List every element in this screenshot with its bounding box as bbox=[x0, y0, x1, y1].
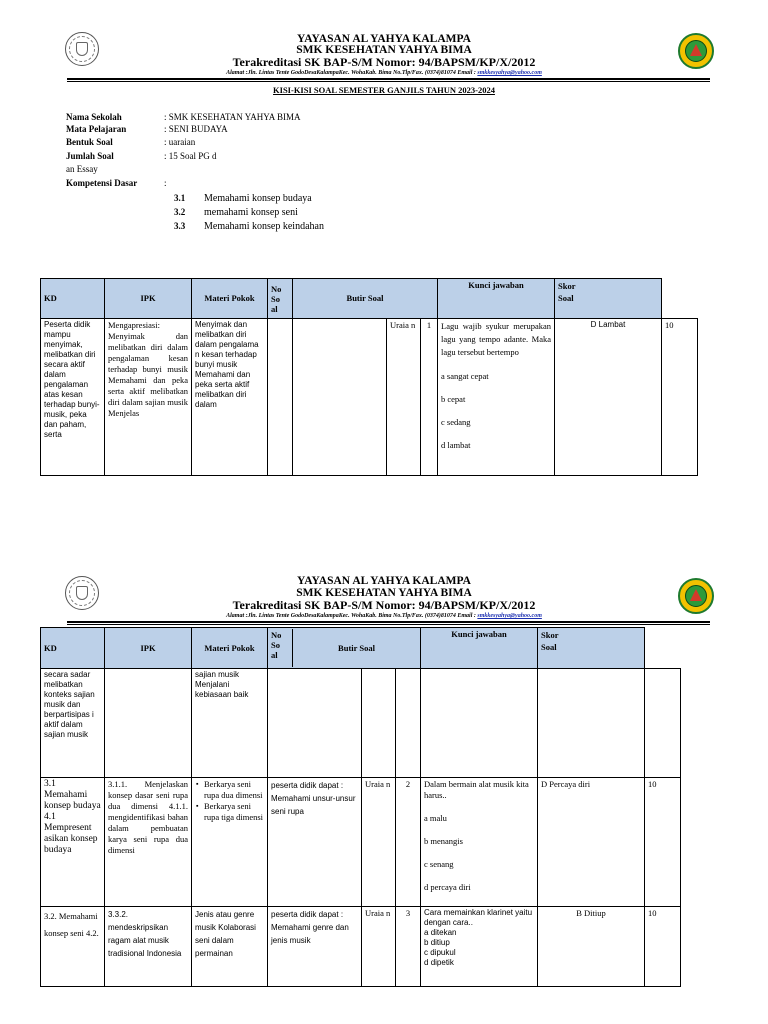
kd-cell: Peserta didik mampu menyimak, melibatkan diri secara aktif dalam pengalaman atas kesan terhadap bunyi-musik, peka dan paham, serta bbox=[41, 319, 105, 476]
col-kd: KD bbox=[41, 628, 105, 669]
empty-cell bbox=[293, 319, 387, 476]
materi-cell: Menyimak dan melibatkan diri dalam pengalama n kesan terhadap bunyi musik Memahami dan peka serta aktif melibatkan diri dalam bbox=[192, 319, 268, 476]
foundation-name: YAYASAN AL YAHYA KALAMPA bbox=[297, 33, 471, 45]
info-row: an Essay bbox=[66, 164, 98, 174]
answer-cell: B Ditiup bbox=[538, 907, 645, 987]
kd-cell: 3.1 Memahami konsep budaya 4.1 Mempresent asikan konsep budaya bbox=[41, 778, 105, 907]
kisi-table-page2 bbox=[40, 627, 681, 987]
kd-list-item: 3.3 Memahami konsep keindahan bbox=[174, 221, 324, 232]
score-cell: 10 bbox=[645, 907, 681, 987]
col-ipk: IPK bbox=[105, 279, 192, 319]
question-text: Dalam bermain alat musik kita harus.. bbox=[424, 779, 529, 800]
indikator-cell: peserta didik dapat : Memahami unsur-unsur seni rupa bbox=[268, 778, 362, 907]
col-kd: KD bbox=[41, 279, 105, 319]
number-cell bbox=[396, 669, 421, 778]
question-cell bbox=[438, 319, 555, 476]
accreditation: Terakreditasi SK BAP-S/M Nomor: 94/BAPSM/KP/X/2012 bbox=[232, 598, 536, 612]
table-row bbox=[41, 319, 698, 476]
foundation-name: YAYASAN AL YAHYA KALAMPA bbox=[297, 575, 471, 587]
info-block: Nama Sekolah : SMK KESEHATAN YAHYA BIMA Mata Pelajaran : SENI BUDAYA Bentuk Soal : uaraian Jumlah Soal : 15 Soal PG d an Essay Kompetensi Dasar : bbox=[66, 112, 366, 192]
materi-cell: Jenis atau genre musik Kolaborasi seni dalam permainan bbox=[192, 907, 268, 987]
option: c dipukul bbox=[424, 948, 456, 957]
ipk-cell: 3.1.1. Menjelaskan konsep dasar seni rupa dua dimensi 4.1.1. mengidentifikasi bahan dalam pembuatan karya seni rupa dua dimensi bbox=[105, 778, 192, 907]
question-cell bbox=[421, 778, 538, 907]
option: d lambat bbox=[441, 440, 471, 450]
ipk-cell bbox=[105, 669, 192, 778]
option: b menangis bbox=[424, 836, 463, 846]
table-row bbox=[41, 778, 681, 907]
option: b ditiup bbox=[424, 938, 450, 947]
question-text: Cara memainkan klarinet yaitu dengan cara.. bbox=[424, 908, 533, 927]
question-text: Lagu wajib syukur merupakan lagu yang tempo adante. Maka lagu tersebut bertempo bbox=[441, 321, 551, 357]
table-row bbox=[41, 669, 681, 778]
document-title: KISI-KISI SOAL SEMESTER GANJILS TAHUN 2023-2024 bbox=[273, 85, 495, 95]
table-row bbox=[41, 907, 681, 987]
type-cell: Uraia n bbox=[362, 907, 396, 987]
indikator-cell: peserta didik dapat : Memahami genre dan jenis musik bbox=[268, 907, 362, 987]
materi-item: ▪ Berkarya seni rupa tiga dimensi bbox=[204, 801, 264, 823]
materi-item: ▪ Berkarya seni rupa dua dimensi bbox=[204, 779, 264, 801]
address-line: Alamat :Jln. Lintas Tente GodoDesaKalampaKec. WohaKab. Bima No.Tlp/Fax. (0374)81074 Email : smkkesyahya@yahoo.com bbox=[226, 613, 542, 619]
col-skor: Skor Soal bbox=[538, 628, 645, 669]
col-butir: Butir Soal bbox=[293, 279, 438, 319]
table-header-row bbox=[41, 279, 698, 319]
score-cell: 10 bbox=[662, 319, 698, 476]
email-link[interactable]: smkkesyahya@yahoo.com bbox=[477, 613, 542, 619]
option: a ditekan bbox=[424, 928, 457, 937]
kisi-table-page1 bbox=[40, 278, 698, 476]
answer-cell: D Lambat bbox=[555, 319, 662, 476]
materi-cell bbox=[192, 778, 268, 907]
indikator-cell bbox=[268, 319, 293, 476]
address-line: Alamat :Jln. Lintas Tente GodoDesaKalampaKec. WohaKab. Bima No.Tlp/Fax. (0374)81074 Email : smkkesyahya@yahoo.com bbox=[226, 70, 542, 76]
answer-cell: D Percaya diri bbox=[538, 778, 645, 907]
school-name: SMK KESEHATAN YAHYA BIMA bbox=[296, 587, 472, 599]
option: c sedang bbox=[441, 417, 471, 427]
col-materi: Materi Pokok bbox=[192, 279, 268, 319]
kd-list-item: 3.1 Memahami konsep budaya bbox=[174, 193, 312, 204]
col-kunci: Kunci jawaban bbox=[438, 279, 555, 319]
score-cell bbox=[645, 669, 681, 778]
option: c senang bbox=[424, 859, 454, 869]
header-rule bbox=[67, 78, 710, 82]
answer-cell bbox=[538, 669, 645, 778]
accreditation: Terakreditasi SK BAP-S/M Nomor: 94/BAPSM/KP/X/2012 bbox=[232, 55, 536, 69]
materi-cell: sajian musik Menjalani kebiasaan baik bbox=[192, 669, 268, 778]
col-no: No So al bbox=[268, 629, 293, 667]
score-cell: 10 bbox=[645, 778, 681, 907]
ipk-cell: Mengapresiasi: Menyimak dan melibatkan diri dalam pengalaman kesan terhadap bunyi musik Memahami dan peka serta aktif melibatkan diri dalam sajian musik Menjelas bbox=[105, 319, 192, 476]
indikator-cell bbox=[268, 669, 362, 778]
type-cell: Uraia n bbox=[387, 319, 421, 476]
type-cell: Uraia n bbox=[362, 778, 396, 907]
col-kunci: Kunci jawaban bbox=[421, 628, 538, 669]
header-rule bbox=[67, 621, 710, 625]
ipk-cell: 3.3.2. mendeskripsikan ragam alat musik tradisional Indonesia bbox=[105, 907, 192, 987]
col-skor: Skor Soal bbox=[555, 279, 662, 319]
number-cell: 2 bbox=[396, 778, 421, 907]
col-no: No So al bbox=[268, 279, 293, 319]
email-link[interactable]: smkkesyahya@yahoo.com bbox=[477, 70, 542, 76]
school-name: SMK KESEHATAN YAHYA BIMA bbox=[296, 44, 472, 56]
table-header-row bbox=[41, 628, 681, 669]
option: a sangat cepat bbox=[441, 371, 489, 381]
kd-cell: 3.2. Memahami konsep seni 4.2. bbox=[41, 907, 105, 987]
option: b cepat bbox=[441, 394, 466, 404]
col-no-butir bbox=[268, 628, 421, 669]
number-cell: 3 bbox=[396, 907, 421, 987]
col-ipk: IPK bbox=[105, 628, 192, 669]
type-cell bbox=[362, 669, 396, 778]
col-butir: Butir Soal bbox=[338, 642, 375, 653]
kd-list-item: 3.2 memahami konsep seni bbox=[174, 207, 298, 218]
option: d dipetik bbox=[424, 958, 454, 967]
question-cell bbox=[421, 669, 538, 778]
option: a malu bbox=[424, 813, 447, 823]
option: d percaya diri bbox=[424, 882, 471, 892]
question-cell bbox=[421, 907, 538, 987]
col-materi: Materi Pokok bbox=[192, 628, 268, 669]
kd-cell: secara sadar melibatkan konteks sajian musik dan berpartisipas i aktif dalam sajian musik bbox=[41, 669, 105, 778]
number-cell: 1 bbox=[421, 319, 438, 476]
